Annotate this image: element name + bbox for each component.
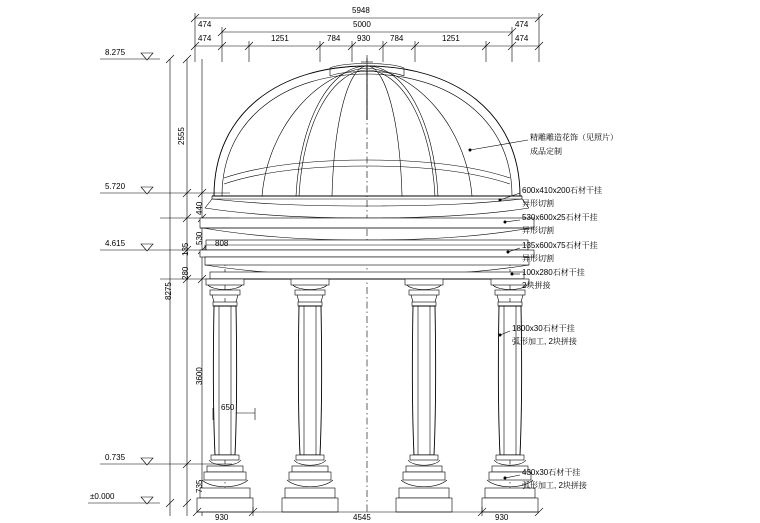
level-markers	[88, 53, 160, 504]
dim-chain-6: 474	[515, 34, 529, 43]
note-430x30-line2: 弧形加工, 2块拼接	[522, 481, 587, 490]
vdim-135: 135	[181, 242, 190, 256]
level-0735: 0.735	[105, 453, 126, 462]
dim-chain-5: 1251	[442, 34, 460, 43]
note-530x600x25-line1: 530x600x25石材干挂	[522, 213, 598, 222]
column-3	[396, 279, 452, 512]
note-430x30-line1: 430x30石材干挂	[522, 468, 581, 477]
note-100x280-line1: 100x280石材干挂	[522, 268, 585, 277]
vdim-735: 735	[195, 479, 204, 493]
note-530x600x25-line2: 异形切割	[522, 226, 554, 235]
dim-5000: 5000	[353, 20, 371, 29]
dim-chain-3: 930	[357, 34, 371, 43]
note-dome-carving-line1: 精雕雕造花饰（见照片）	[530, 133, 618, 142]
center-lines	[225, 55, 510, 512]
vdim-530: 530	[195, 231, 204, 245]
entablature	[200, 196, 534, 279]
dim-650: 650	[221, 403, 235, 412]
dim-overall-5948: 5948	[352, 6, 370, 15]
column-1	[197, 279, 253, 512]
note-135x600x75-line1: 135x600x75石材干挂	[522, 241, 598, 250]
vdim-3600: 3600	[195, 367, 204, 385]
level-5720: 5.720	[105, 182, 126, 191]
level-4615: 4.615	[105, 239, 126, 248]
dim-chain-4: 784	[390, 34, 404, 43]
bottom-dim-0: 930	[215, 513, 229, 522]
vdim-280: 280	[181, 266, 190, 280]
dim-outer-left-474: 474	[198, 20, 212, 29]
level-8275: 8.275	[105, 48, 126, 57]
note-100x280-line2: 2块拼接	[522, 281, 551, 290]
vdim-440: 440	[195, 201, 204, 215]
bottom-dim-1: 4545	[353, 513, 371, 522]
vdim-2555: 2555	[177, 127, 186, 145]
dim-chain-0: 474	[198, 34, 212, 43]
note-dome-carving-line2: 成品定制	[530, 147, 562, 156]
bottom-dim-2: 930	[495, 513, 509, 522]
level-0000: ±0.000	[90, 492, 115, 501]
note-1800x30-line1: 1800x30石材干挂	[512, 324, 575, 333]
dim-outer-right-474: 474	[515, 20, 529, 29]
dim-808: 808	[215, 239, 229, 248]
note-1800x30-line2: 弧形加工, 2块拼接	[512, 337, 577, 346]
vdim-8275: 8275	[164, 282, 173, 300]
dim-chain-2: 784	[327, 34, 341, 43]
note-600x410x200-line2: 异形切割	[522, 199, 554, 208]
note-600x410x200-line1: 600x410x200石材干挂	[522, 186, 603, 195]
dim-chain-1: 1251	[271, 34, 289, 43]
column-2	[282, 279, 338, 512]
note-135x600x75-line2: 异形切割	[522, 254, 554, 263]
